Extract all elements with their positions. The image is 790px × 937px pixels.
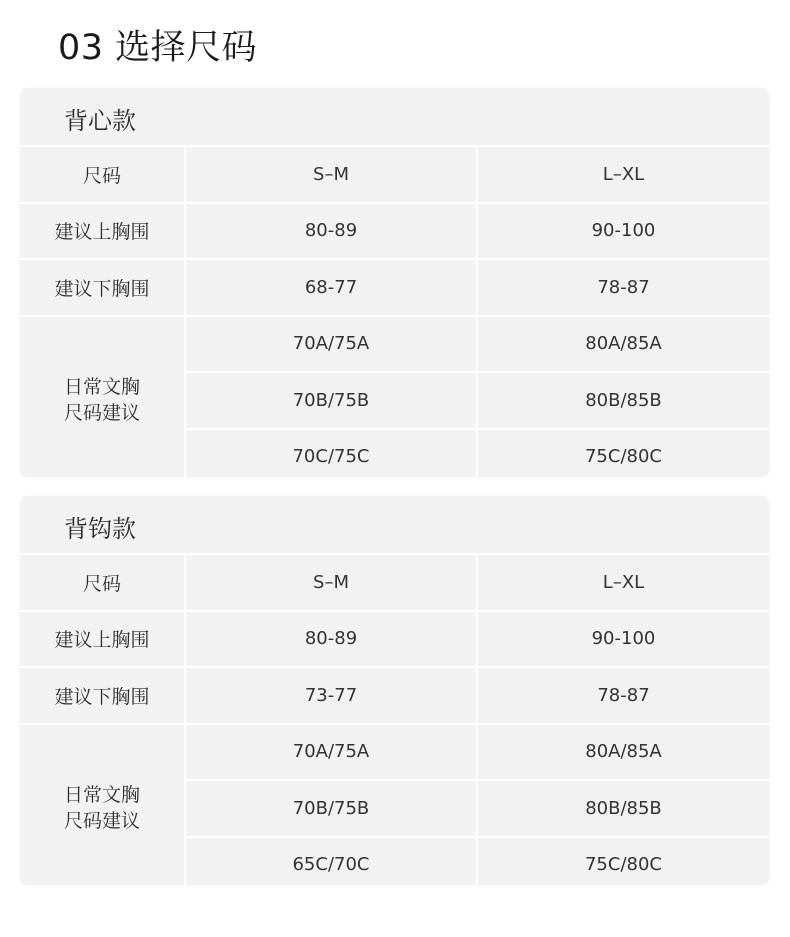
table-cell: 80-89 (184, 610, 476, 667)
header-label: 尺码 (20, 145, 184, 202)
header-size-l-xl: L–XL (476, 145, 769, 202)
table-cell: 70B/75B (184, 371, 476, 428)
table-cell: 90-100 (476, 202, 769, 259)
table-cell: 80A/85A (476, 315, 769, 372)
table-cell: 70A/75A (184, 315, 476, 372)
row-label-bra-size (20, 315, 184, 478)
table-cell: 90-100 (476, 610, 769, 667)
table-title: 背钩款 (64, 515, 136, 543)
header-label: 尺码 (20, 553, 184, 610)
row-label-line: 日常文胸 (63, 376, 140, 399)
header-size-l-xl: L–XL (476, 553, 769, 610)
size-grid (20, 145, 769, 477)
size-table-vest (20, 88, 769, 477)
size-grid (20, 553, 769, 885)
table-cell: 75C/80C (476, 836, 769, 886)
row-label-under-bust: 建议下胸围 (20, 666, 184, 723)
row-label-bra-size (20, 723, 184, 886)
table-cell: 80B/85B (476, 779, 769, 836)
table-cell: 80A/85A (476, 723, 769, 780)
header-size-s-m: S–M (184, 145, 476, 202)
table-cell: 78-87 (476, 258, 769, 315)
table-cell: 70C/75C (184, 428, 476, 478)
table-title: 背心款 (64, 107, 136, 135)
page-title: 03 选择尺码 (58, 28, 258, 68)
table-cell: 73-77 (184, 666, 476, 723)
header-size-s-m: S–M (184, 553, 476, 610)
table-cell: 80-89 (184, 202, 476, 259)
table-cell: 80B/85B (476, 371, 769, 428)
row-label-line: 尺码建议 (63, 810, 140, 833)
row-label-under-bust: 建议下胸围 (20, 258, 184, 315)
table-cell: 70A/75A (184, 723, 476, 780)
row-label-line: 尺码建议 (63, 402, 140, 425)
row-label-upper-bust: 建议上胸围 (20, 202, 184, 259)
table-cell: 68-77 (184, 258, 476, 315)
size-table-hook (20, 496, 769, 885)
table-cell: 78-87 (476, 666, 769, 723)
table-cell: 65C/70C (184, 836, 476, 886)
row-label-line: 日常文胸 (63, 784, 140, 807)
table-cell: 75C/80C (476, 428, 769, 478)
table-cell: 70B/75B (184, 779, 476, 836)
row-label-upper-bust: 建议上胸围 (20, 610, 184, 667)
